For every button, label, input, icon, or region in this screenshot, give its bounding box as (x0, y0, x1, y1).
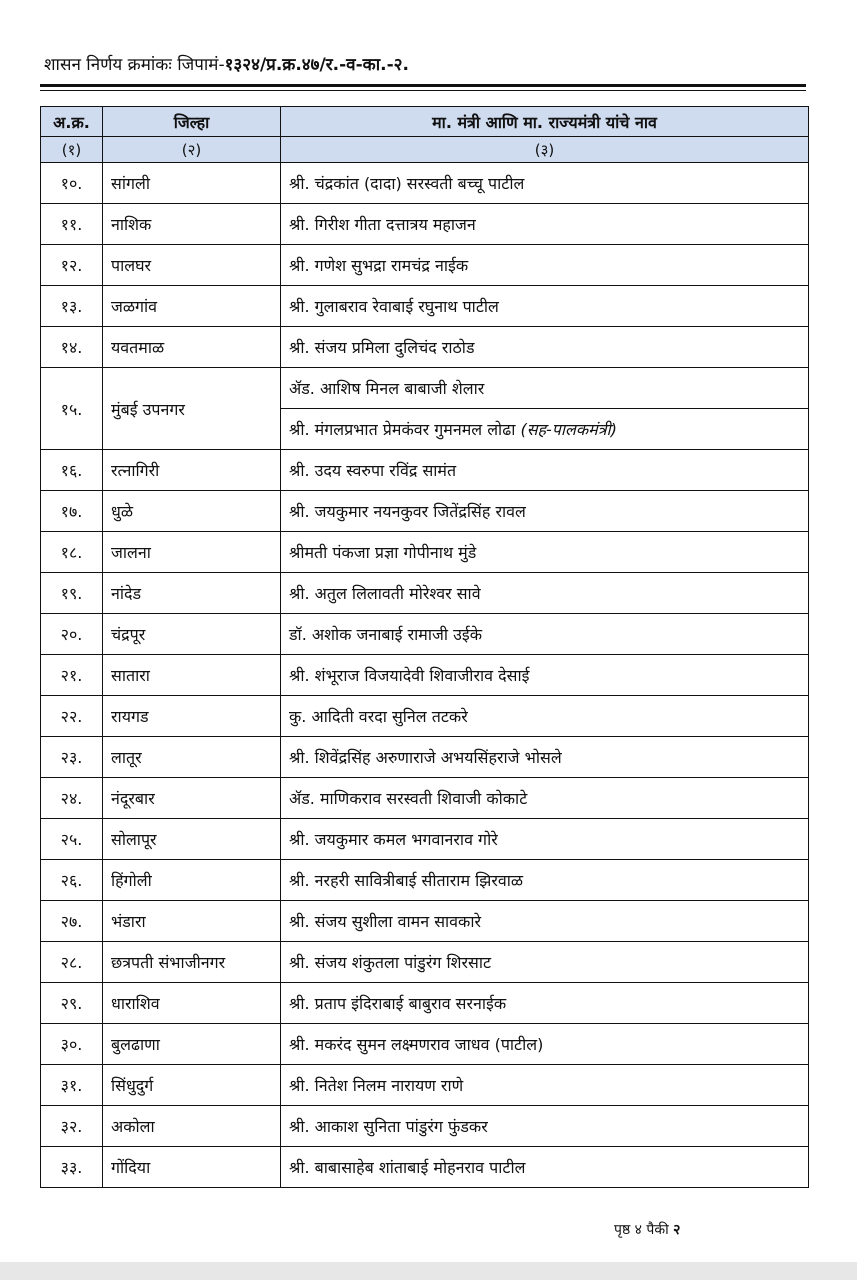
serial-cell: १५. (41, 368, 103, 450)
district-cell: हिंगोली (103, 860, 281, 901)
minister-name-cell (281, 696, 809, 737)
minister-name: ॲड. आशिष मिनल बाबाजी शेलार (289, 379, 485, 398)
table-row (41, 614, 809, 655)
minister-name-cell (281, 737, 809, 778)
minister-name: श्री. गिरीश गीता दत्तात्रय महाजन (289, 215, 476, 234)
district-cell: अकोला (103, 1106, 281, 1147)
minister-name-cell (281, 983, 809, 1024)
district-cell: गोंदिया (103, 1147, 281, 1188)
page-number-total: २ (673, 1222, 681, 1238)
column-number-2: (२) (103, 137, 281, 163)
minister-name: श्री. आकाश सुनिता पांडुरंग फुंडकर (289, 1117, 488, 1136)
minister-name-cell (281, 327, 809, 368)
column-header-district: जिल्हा (103, 107, 281, 137)
minister-name-cell (281, 573, 809, 614)
serial-cell: २०. (41, 614, 103, 655)
minister-name: श्री. गुलाबराव रेवाबाई रघुनाथ पाटील (289, 297, 499, 316)
minister-name-cell (281, 163, 809, 204)
table-row (41, 1024, 809, 1065)
serial-cell: १९. (41, 573, 103, 614)
table-row (41, 245, 809, 286)
table-row (41, 286, 809, 327)
minister-name-cell (281, 1065, 809, 1106)
bottom-shadow (0, 1262, 857, 1280)
table-row (41, 1106, 809, 1147)
district-cell: सोलापूर (103, 819, 281, 860)
minister-name-cell (281, 1024, 809, 1065)
minister-name-cell (281, 409, 809, 450)
column-header-serial: अ.क्र. (41, 107, 103, 137)
reference-prefix: शासन निर्णय क्रमांकः जिपामं- (44, 55, 225, 75)
table-row (41, 901, 809, 942)
table-row (41, 327, 809, 368)
minister-name-cell (281, 204, 809, 245)
district-cell: नंदूरबार (103, 778, 281, 819)
serial-cell: २१. (41, 655, 103, 696)
table-body (41, 163, 809, 1188)
minister-name-cell (281, 491, 809, 532)
serial-cell: ३१. (41, 1065, 103, 1106)
table-column-number-row (41, 137, 809, 163)
minister-name-cell (281, 286, 809, 327)
serial-cell: १६. (41, 450, 103, 491)
district-cell: रत्नागिरी (103, 450, 281, 491)
serial-cell: २६. (41, 860, 103, 901)
district-cell: रायगड (103, 696, 281, 737)
serial-cell: १८. (41, 532, 103, 573)
table-row (41, 1065, 809, 1106)
table-row (41, 450, 809, 491)
minister-name-cell (281, 901, 809, 942)
minister-name: श्री. मंगलप्रभात प्रेमकंवर गुमनमल लोढा (289, 420, 516, 439)
co-guardian-note: (सह-पालकमंत्री) (520, 420, 617, 439)
table-row (41, 573, 809, 614)
table-row (41, 778, 809, 819)
minister-name-cell (281, 368, 809, 409)
serial-cell: ३२. (41, 1106, 103, 1147)
table-row (41, 1147, 809, 1188)
minister-name-cell (281, 450, 809, 491)
district-cell: भंडारा (103, 901, 281, 942)
table-row (41, 655, 809, 696)
serial-cell: ३३. (41, 1147, 103, 1188)
minister-name-cell (281, 655, 809, 696)
minister-name-cell (281, 819, 809, 860)
minister-name-cell (281, 778, 809, 819)
table-row (41, 696, 809, 737)
column-header-minister: मा. मंत्री आणि मा. राज्यमंत्री यांचे नाव (281, 107, 809, 137)
minister-name-cell (281, 860, 809, 901)
table-row (41, 163, 809, 204)
district-cell: सिंधुदुर्ग (103, 1065, 281, 1106)
minister-name: श्रीमती पंकजा प्रज्ञा गोपीनाथ मुंडे (289, 543, 477, 562)
district-cell: सातारा (103, 655, 281, 696)
minister-name: श्री. चंद्रकांत (दादा) सरस्वती बच्चू पाटील (289, 174, 525, 193)
minister-name: डॉ. अशोक जनाबाई रामाजी उईके (289, 625, 483, 644)
serial-cell: २८. (41, 942, 103, 983)
serial-cell: १०. (41, 163, 103, 204)
minister-name: श्री. उदय स्वरुपा रविंद्र सामंत (289, 461, 457, 480)
minister-name: श्री. प्रताप इंदिराबाई बाबुराव सरनाईक (289, 994, 507, 1013)
district-cell: लातूर (103, 737, 281, 778)
minister-name: श्री. गणेश सुभद्रा रामचंद्र नाईक (289, 256, 469, 275)
serial-cell: २७. (41, 901, 103, 942)
minister-name-cell (281, 1147, 809, 1188)
district-cell: छत्रपती संभाजीनगर (103, 942, 281, 983)
minister-name-cell (281, 614, 809, 655)
minister-name: श्री. जयकुमार नयनकुवर जितेंद्रसिंह रावल (289, 502, 526, 521)
table-row (41, 819, 809, 860)
district-cell: धुळे (103, 491, 281, 532)
serial-cell: २२. (41, 696, 103, 737)
table-header-row (41, 107, 809, 137)
page-number (614, 1220, 734, 1239)
table-row (41, 532, 809, 573)
minister-name: श्री. नरहरी सावित्रीबाई सीताराम झिरवाळ (289, 871, 524, 890)
serial-cell: २९. (41, 983, 103, 1024)
document-reference (44, 52, 804, 78)
minister-name: श्री. शिवेंद्रसिंह अरुणाराजे अभयसिंहराजे भोसले (289, 748, 562, 767)
district-cell: पालघर (103, 245, 281, 286)
header-rule-thick (40, 84, 806, 87)
minister-name: श्री. संजय सुशीला वामन सावकारे (289, 912, 482, 931)
district-cell: बुलढाणा (103, 1024, 281, 1065)
table-row (41, 204, 809, 245)
minister-name: कु. आदिती वरदा सुनिल तटकरे (289, 707, 468, 726)
table-row (41, 491, 809, 532)
minister-name: श्री. अतुल लिलावती मोरेश्वर सावे (289, 584, 481, 603)
district-cell: जळगांव (103, 286, 281, 327)
table-row (41, 983, 809, 1024)
serial-cell: २३. (41, 737, 103, 778)
serial-cell: १३. (41, 286, 103, 327)
district-cell: नांदेड (103, 573, 281, 614)
serial-cell: १४. (41, 327, 103, 368)
minister-name: श्री. जयकुमार कमल भगवानराव गोरे (289, 830, 498, 849)
page-number-prefix: पृष्ठ ४ पैकी (614, 1222, 674, 1238)
minister-name-cell (281, 532, 809, 573)
district-cell: जालना (103, 532, 281, 573)
header-rule-thin (40, 90, 806, 91)
district-cell: सांगली (103, 163, 281, 204)
serial-cell: २४. (41, 778, 103, 819)
minister-name: श्री. मकरंद सुमन लक्ष्मणराव जाधव (पाटील) (289, 1035, 544, 1054)
serial-cell: १७. (41, 491, 103, 532)
serial-cell: २५. (41, 819, 103, 860)
minister-name: श्री. संजय शंकुतला पांडुरंग शिरसाट (289, 953, 492, 972)
minister-name: श्री. बाबासाहेब शांताबाई मोहनराव पाटील (289, 1158, 526, 1177)
district-cell: मुंबई उपनगर (103, 368, 281, 450)
table-row (41, 737, 809, 778)
table-row (41, 860, 809, 901)
serial-cell: १२. (41, 245, 103, 286)
minister-name: श्री. संजय प्रमिला दुलिचंद राठोड (289, 338, 475, 357)
reference-number: १३२४/प्र.क्र.४७/र.-व-का.-२. (224, 55, 409, 75)
district-cell: चंद्रपूर (103, 614, 281, 655)
district-cell: धाराशिव (103, 983, 281, 1024)
district-cell: यवतमाळ (103, 327, 281, 368)
serial-cell: ११. (41, 204, 103, 245)
serial-cell: ३०. (41, 1024, 103, 1065)
column-number-1: (१) (41, 137, 103, 163)
district-cell: नाशिक (103, 204, 281, 245)
minister-name-cell (281, 245, 809, 286)
minister-name: ॲड. माणिकराव सरस्वती शिवाजी कोकाटे (289, 789, 528, 808)
minister-name: श्री. नितेश निलम नारायण राणे (289, 1076, 464, 1095)
table-row (41, 942, 809, 983)
minister-name-cell (281, 1106, 809, 1147)
guardian-minister-table (40, 106, 809, 1188)
table-row (41, 368, 809, 409)
column-number-3: (३) (281, 137, 809, 163)
minister-name-cell (281, 942, 809, 983)
minister-name: श्री. शंभूराज विजयादेवी शिवाजीराव देसाई (289, 666, 530, 685)
